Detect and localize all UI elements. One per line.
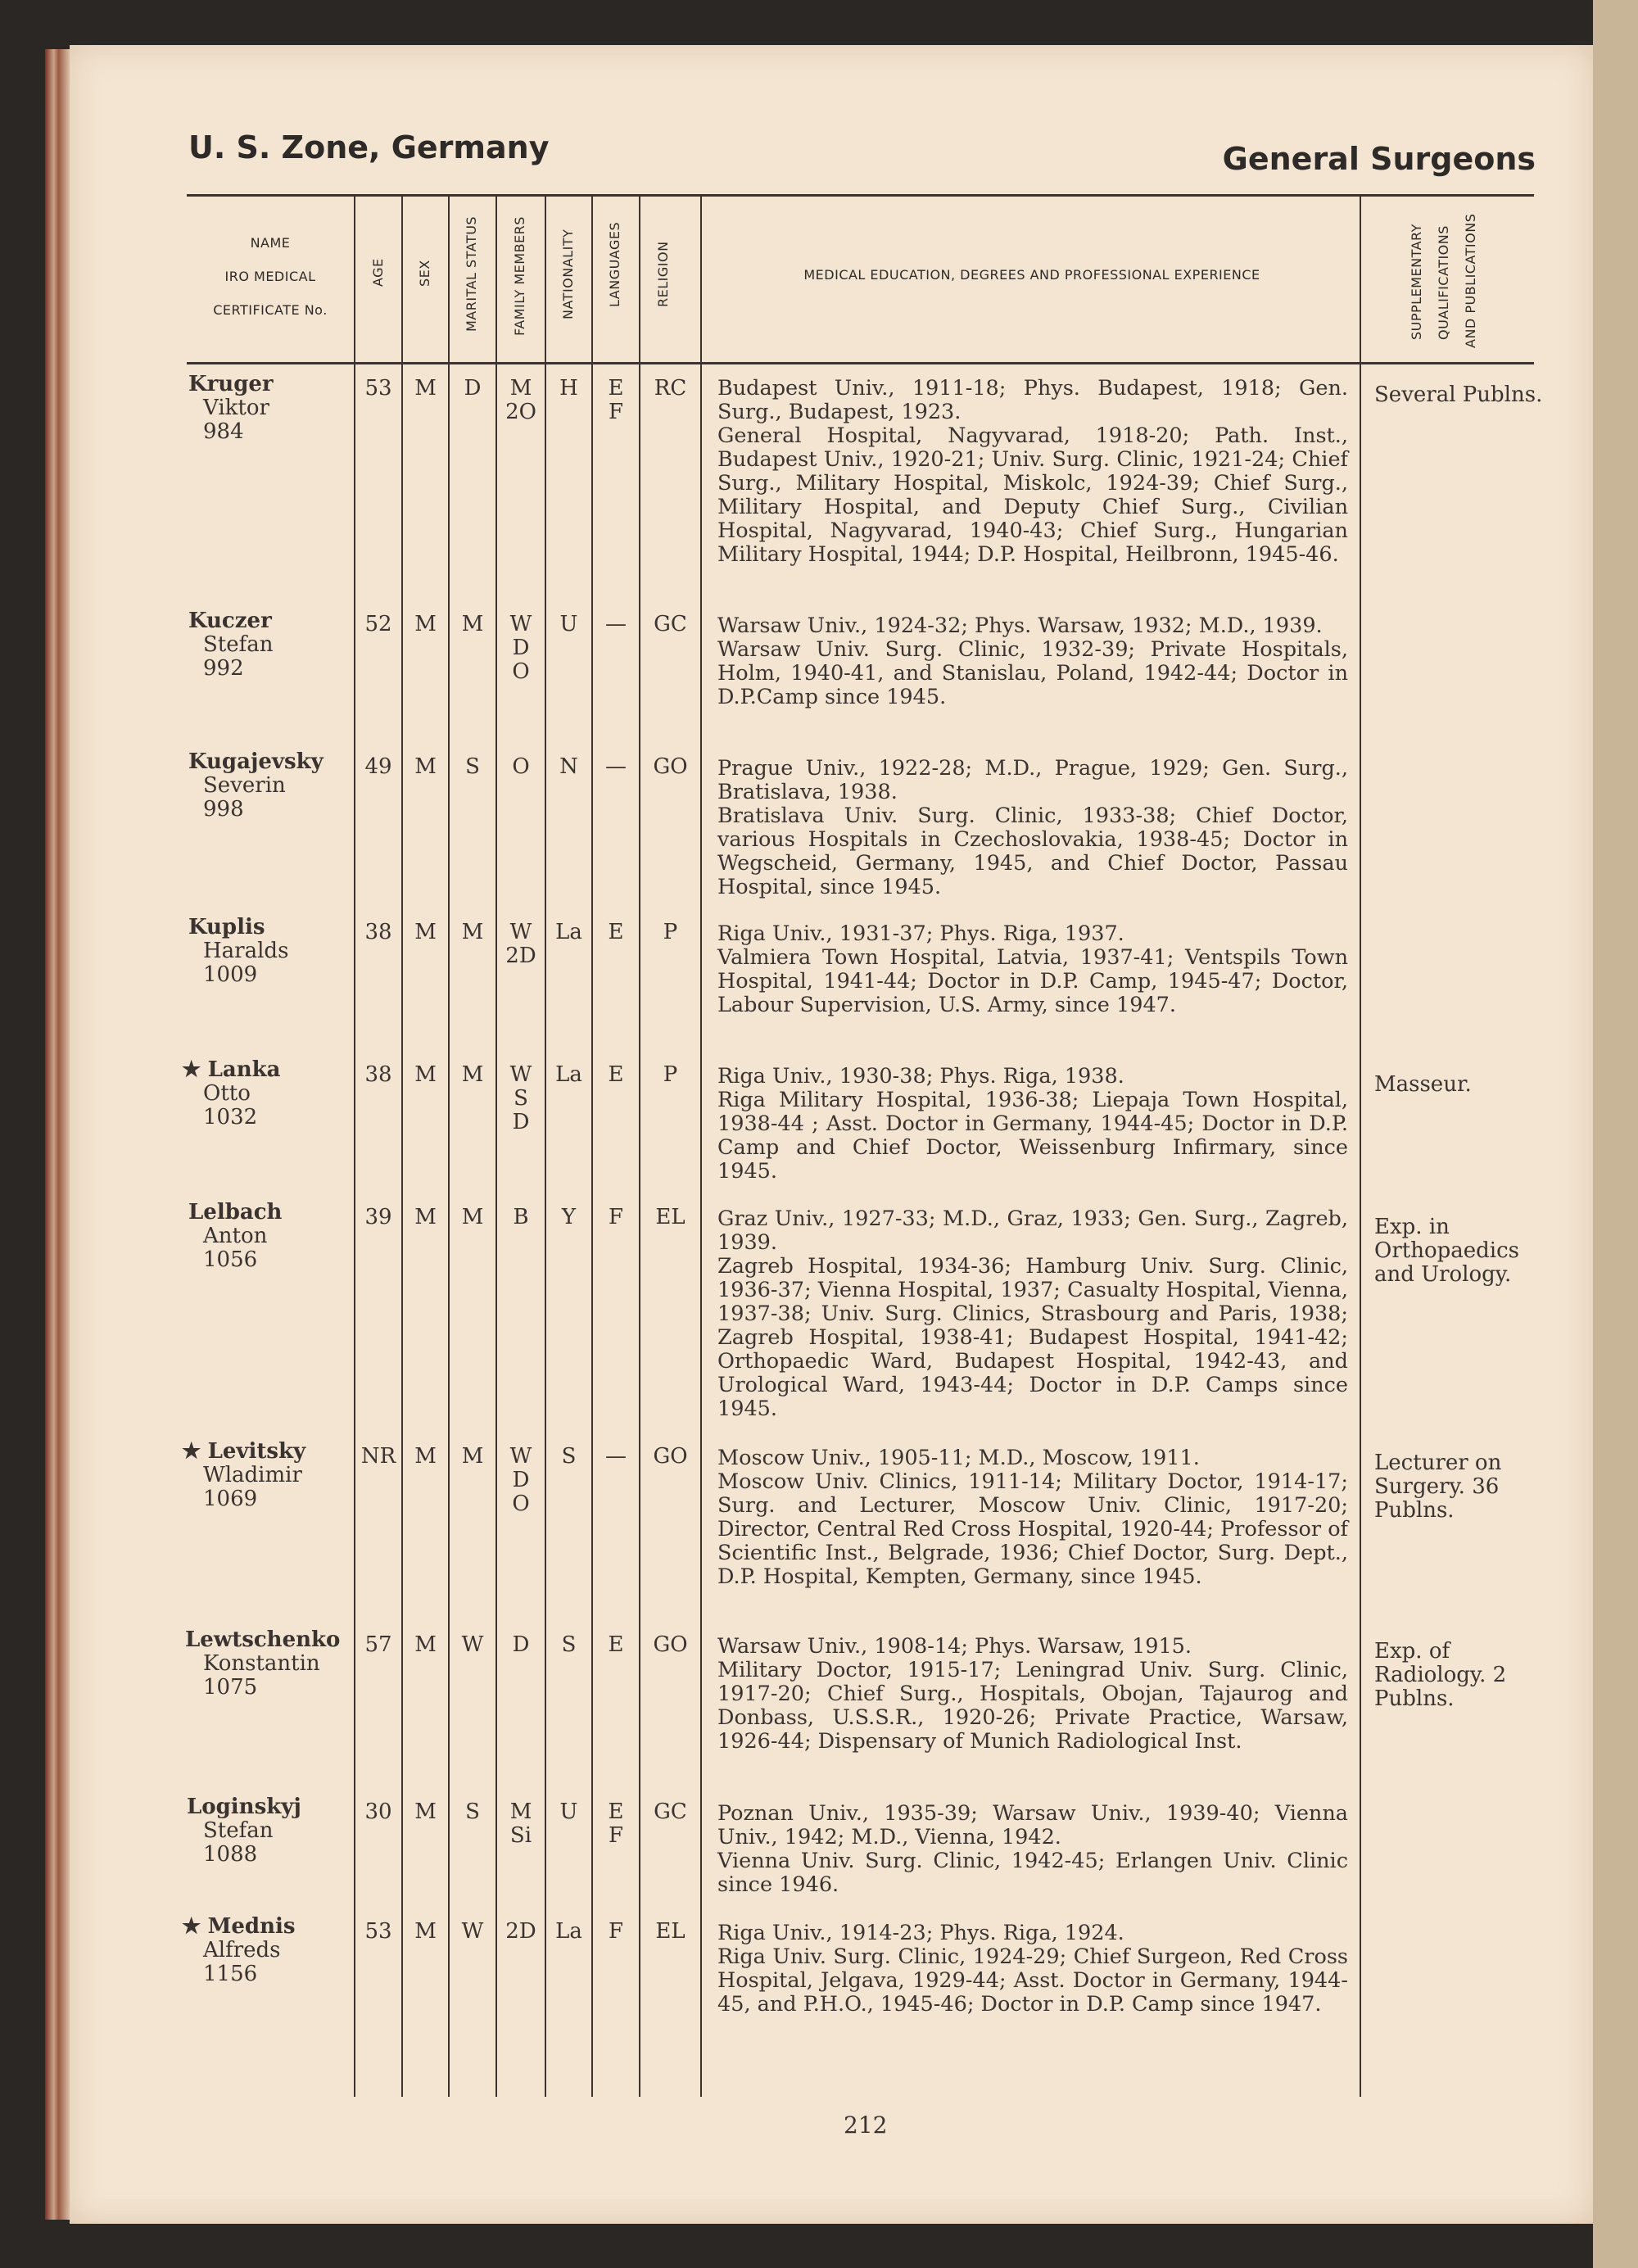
age: 57 xyxy=(364,1632,392,1657)
certificate-number: 1069 xyxy=(203,1487,258,1511)
age: 53 xyxy=(364,376,392,401)
certificate-number: 1009 xyxy=(203,962,258,987)
running-header-right: General Surgeons xyxy=(1222,141,1536,177)
religion: EL xyxy=(655,1205,686,1229)
entry-name xyxy=(188,750,352,822)
certificate-number: 1032 xyxy=(203,1105,258,1129)
col-header-education: MEDICAL EDUCATION, DEGREES AND PROFESSIONAL EXPERIENCE xyxy=(803,267,1260,283)
column-header-rule xyxy=(187,362,1534,364)
surname: Lelbach xyxy=(188,1200,283,1225)
entry-name xyxy=(188,609,352,681)
certificate-number: 998 xyxy=(203,797,244,822)
entry-name xyxy=(188,916,352,987)
religion: GO xyxy=(653,754,688,779)
first-name: Stefan xyxy=(203,632,274,657)
education-experience: Riga Univ., 1914-23; Phys. Riga, 1924. Riga Univ. Surg. Clinic, 1924-29; Chief Surgeon, Red Cross Hospital, Jelgava, 1929-44; Asst. Doctor in Germany, 1944-45, and P.H.O., 1945-46; Doctor in D.P. Camp since 1947. xyxy=(717,1921,1348,2017)
supplementary: Masseur. xyxy=(1374,1072,1472,1097)
religion: P xyxy=(663,1062,678,1087)
marital-status: S xyxy=(465,1799,480,1824)
age: NR xyxy=(360,1444,396,1469)
top-rule xyxy=(187,194,1534,197)
star-marker: ★ xyxy=(182,1057,201,1082)
col-divider xyxy=(1360,197,1361,2097)
page-number: 212 xyxy=(844,2112,888,2139)
age: 53 xyxy=(364,1919,392,1944)
religion: P xyxy=(663,920,678,944)
nationality: U xyxy=(559,1799,578,1824)
age: 30 xyxy=(364,1799,392,1824)
col-header-sex: SEX xyxy=(417,260,432,287)
marital-status: M xyxy=(461,920,484,944)
age: 52 xyxy=(364,612,392,636)
languages: — xyxy=(605,612,627,636)
supplementary: Several Publns. xyxy=(1374,383,1543,407)
surname: Kugajevsky xyxy=(188,749,324,774)
col-divider xyxy=(700,197,702,2097)
education-experience: Warsaw Univ., 1908-14; Phys. Warsaw, 1915. Military Doctor, 1915-17; Leningrad Univ. Surg. Clinic, 1917-20; Chief Surg., Hospitals, Obojan, Tajaurog and Donbass, U.S.S.R., 1920-26; Private Practice, Warsaw, 1926-44; Dispensary of Munich Radiological Inst. xyxy=(717,1634,1348,1754)
surname: Levitsky xyxy=(207,1439,306,1464)
col-header-family-members: FAMILY MEMBERS xyxy=(512,216,527,336)
first-name: Wladimir xyxy=(203,1463,302,1487)
education-experience: Moscow Univ., 1905-11; M.D., Moscow, 1911. Moscow Univ. Clinics, 1911-14; Military Doctor, 1914-17; Surg. and Lecturer, Moscow Univ. Clinic, 1917-20; Director, Central Red Cross Hospital, 1920-44; Professor of Scientific Inst., Belgrade, 1936; Chief Doctor, Surg. Dept., D.P. Hospital, Kempten, Germany, since 1945. xyxy=(717,1446,1348,1589)
religion: EL xyxy=(655,1919,686,1944)
surname: Mednis xyxy=(207,1914,296,1939)
education-experience: Riga Univ., 1931-37; Phys. Riga, 1937. Valmiera Town Hospital, Latvia, 1937-41; Ventspils Town Hospital, 1941-44; Doctor in D.P. Camp, 1945-47; Doctor, Labour Supervision, U.S. Army, since 1947. xyxy=(717,921,1348,1017)
entry-name xyxy=(188,373,352,444)
marital-status: W xyxy=(461,1919,484,1944)
next-page-edge xyxy=(1593,0,1638,2268)
sex: M xyxy=(414,376,437,401)
col-header-nationality: NATIONALITY xyxy=(560,229,576,319)
entry-name xyxy=(182,1058,352,1129)
certificate-number: 1056 xyxy=(203,1247,258,1272)
surname: Lanka xyxy=(207,1057,281,1082)
star-marker: ★ xyxy=(182,1439,201,1464)
languages: — xyxy=(605,754,627,779)
religion: GC xyxy=(654,1799,687,1824)
nationality: U xyxy=(559,612,578,636)
first-name: Alfreds xyxy=(203,1938,281,1962)
education-experience: Graz Univ., 1927-33; M.D., Graz, 1933; Gen. Surg., Zagreb, 1939. Zagreb Hospital, 1934-36; Hamburg Univ. Surg. Clinic, 1936-37; Vienna Hospital, 1937; Casualty Hospital, Vienna, 1937-38; Univ. Surg. Clinics, Strasbourg and Paris, 1938; Zagreb Hospital, 1938-41; Budapest Hospital, 1941-42; Orthopaedic Ward, Budapest Hospital, 1942-43, and Urological Ward, 1943-44; Doctor in D.P. Camps since 1945. xyxy=(717,1206,1348,1421)
marital-status: S xyxy=(465,754,480,779)
marital-status: M xyxy=(461,612,484,636)
star-marker: ★ xyxy=(182,1914,201,1939)
supplementary: Lecturer on Surgery. 36 Publns. xyxy=(1374,1451,1502,1523)
entry-name xyxy=(185,1628,352,1700)
col-header-name: NAME IRO MEDICAL CERTIFICATE No. xyxy=(213,235,328,318)
col-header-religion: RELIGION xyxy=(655,241,671,307)
col-header-age: AGE xyxy=(370,258,386,287)
certificate-number: 1156 xyxy=(203,1962,258,1986)
age: 49 xyxy=(364,754,392,779)
sex: M xyxy=(414,1799,437,1824)
education-experience: Warsaw Univ., 1924-32; Phys. Warsaw, 1932; M.D., 1939. Warsaw Univ. Surg. Clinic, 1932-39; Private Hospitals, Holm, 1940-41, and Stanislau, Poland, 1942-44; Doctor in D.P.Camp since 1945. xyxy=(717,613,1348,709)
first-name: Konstantin xyxy=(203,1651,320,1676)
supplementary: Exp. of Radiology. 2 Publns. xyxy=(1374,1639,1507,1711)
surname: Kruger xyxy=(188,372,274,396)
surname: Kuplis xyxy=(188,915,265,939)
col-header-supplementary-1: SUPPLEMENTARY xyxy=(1409,224,1424,340)
first-name: Haralds xyxy=(203,939,289,963)
languages: F xyxy=(608,1919,624,1944)
languages: F xyxy=(608,1205,624,1229)
family-members: B xyxy=(513,1205,529,1229)
education-experience: Riga Univ., 1930-38; Phys. Riga, 1938. Riga Military Hospital, 1936-38; Liepaja Town Hospital, 1938-44 ; Asst. Doctor in Germany, 1944-45; Doctor in D.P. Camp and Chief Doctor, Weissenburg Infirmary, since 1945. xyxy=(717,1064,1348,1184)
languages: E xyxy=(608,1062,624,1087)
nationality: S xyxy=(561,1444,577,1469)
entry-name xyxy=(182,1440,352,1511)
family-members: M Si xyxy=(509,1799,532,1848)
nationality: N xyxy=(559,754,578,779)
entry-name xyxy=(187,1795,352,1867)
nationality: Y xyxy=(561,1205,577,1229)
family-members: W D O xyxy=(509,1444,532,1516)
col-header-languages: LANGUAGES xyxy=(607,221,622,307)
certificate-number: 1088 xyxy=(203,1842,258,1867)
first-name: Severin xyxy=(203,773,286,798)
education-experience: Prague Univ., 1922-28; M.D., Prague, 1929; Gen. Surg., Bratislava, 1938. Bratislava Univ. Surg. Clinic, 1933-38; Chief Doctor, various Hospitals in Czechoslovakia, 1938-45; Doctor in Wegscheid, Germany, 1945, and Chief Doctor, Passau Hospital, since 1945. xyxy=(717,756,1348,899)
surname: Lewtschenko xyxy=(185,1627,341,1652)
nationality: H xyxy=(559,376,578,401)
family-members: D xyxy=(512,1632,530,1657)
family-members: M 2O xyxy=(505,376,536,424)
sex: M xyxy=(414,1062,437,1087)
family-members: W 2D xyxy=(505,920,536,968)
nationality: La xyxy=(555,920,582,944)
surname: Loginskyj xyxy=(187,1795,301,1819)
education-experience: Budapest Univ., 1911-18; Phys. Budapest, 1918; Gen. Surg., Budapest, 1923. General Hospital, Nagyvarad, 1918-20; Path. Inst., Budapest Univ., 1920-21; Univ. Surg. Clinic, 1921-24; Chief Surg., Military Hospital, Miskolc, 1924-39; Chief Surg., Military Hospital, and Deputy Chief Surg., Civilian Hospital, Nagyvarad, 1940-43; Chief Surg., Hungarian Military Hospital, 1944; D.P. Hospital, Heilbronn, 1945-46. xyxy=(717,376,1348,567)
religion: GO xyxy=(653,1632,688,1657)
first-name: Anton xyxy=(203,1224,268,1248)
marital-status: M xyxy=(461,1205,484,1229)
languages: E xyxy=(608,920,624,944)
family-members: O xyxy=(512,754,530,779)
sex: M xyxy=(414,1919,437,1944)
marital-status: M xyxy=(461,1444,484,1469)
first-name: Viktor xyxy=(203,396,269,420)
entry-name xyxy=(182,1915,352,1986)
book-spine-edge xyxy=(45,49,70,2220)
first-name: Stefan xyxy=(203,1818,274,1843)
languages: E F xyxy=(608,1799,624,1848)
sex: M xyxy=(414,612,437,636)
marital-status: D xyxy=(464,376,482,401)
religion: GO xyxy=(653,1444,688,1469)
marital-status: M xyxy=(461,1062,484,1087)
entry-name xyxy=(188,1201,352,1272)
running-header-left: U. S. Zone, Germany xyxy=(188,129,550,165)
family-members: W S D xyxy=(509,1062,532,1134)
age: 38 xyxy=(364,1062,392,1087)
nationality: S xyxy=(561,1632,577,1657)
supplementary: Exp. in Orthopaedics and Urology. xyxy=(1374,1215,1519,1287)
col-header-marital-status: MARITAL STATUS xyxy=(464,215,479,332)
sex: M xyxy=(414,1205,437,1229)
languages: E F xyxy=(608,376,624,424)
nationality: La xyxy=(555,1062,582,1087)
certificate-number: 1075 xyxy=(203,1675,258,1700)
certificate-number: 984 xyxy=(203,419,244,444)
family-members: W D O xyxy=(509,612,532,684)
first-name: Otto xyxy=(203,1081,251,1106)
languages: — xyxy=(605,1444,627,1469)
family-members: 2D xyxy=(505,1919,536,1944)
surname: Kuczer xyxy=(188,609,272,633)
sex: M xyxy=(414,754,437,779)
certificate-number: 992 xyxy=(203,656,244,681)
nationality: La xyxy=(555,1919,582,1944)
col-header-supplementary-3: AND PUBLICATIONS xyxy=(1463,213,1478,348)
col-header-supplementary-2: QUALIFICATIONS xyxy=(1436,225,1451,340)
age: 39 xyxy=(364,1205,392,1229)
sex: M xyxy=(414,920,437,944)
sex: M xyxy=(414,1444,437,1469)
age: 38 xyxy=(364,920,392,944)
religion: GC xyxy=(654,612,687,636)
sex: M xyxy=(414,1632,437,1657)
education-experience: Poznan Univ., 1935-39; Warsaw Univ., 1939-40; Vienna Univ., 1942; M.D., Vienna, 1942. Vienna Univ. Surg. Clinic, 1942-45; Erlangen Univ. Clinic since 1946. xyxy=(717,1801,1348,1897)
religion: RC xyxy=(654,376,687,401)
languages: E xyxy=(608,1632,624,1657)
marital-status: W xyxy=(461,1632,484,1657)
